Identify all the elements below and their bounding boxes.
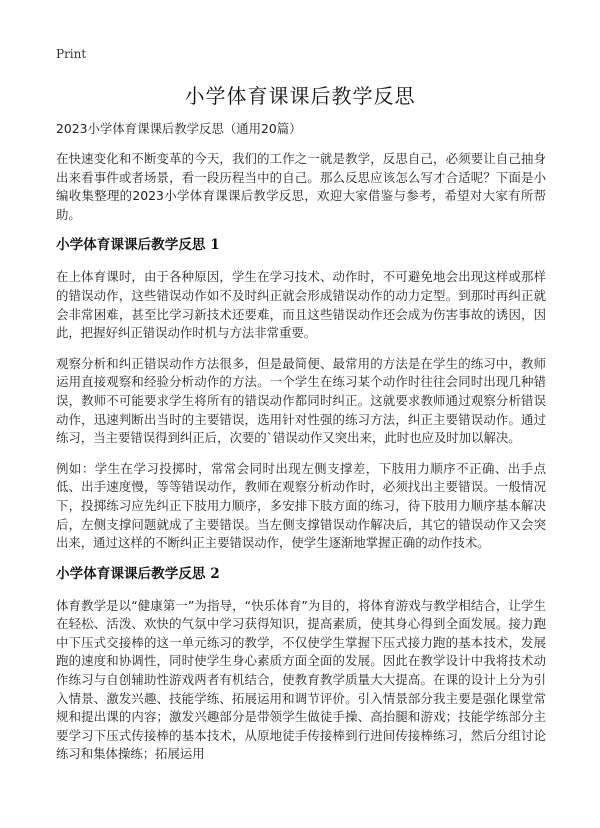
- section-1-paragraph: 观察分析和纠正错误动作方法很多，但是最简便、最常用的方法是在学生的练习中，教师运用直接观察和经验分析动作的方法。一个学生在练习某个动作时往往会同时出现几种错误，教师不可能要求学生将所有的错误动作都同时纠正。这就要求教师通过观察分析错误动作，迅速判断出当时的主要错误，选用针对性强的练习方法，纠正主要错误动作。通过练习，当主要错误得到纠正后，次要的`错误动作又突出来，此时也应及时加以解决。: [56, 355, 546, 446]
- section-1-heading: 小学体育课课后教学反思 1: [56, 237, 220, 254]
- page-title: 小学体育课课后教学反思: [184, 84, 416, 108]
- section-2-paragraph: 体育教学是以“健康第一”为指导，“快乐体育”为目的，将体育游戏与教学相结合，让学生在轻松、活泼、欢快的气氛中学习获得知识，提高素质，使其身心得到全面发展。接力跑中下压式交接棒的这一单元练习的教学，不仅使学生掌握下压式接力跑的基本技术，发展跑的速度和协调性，同时使学生身心素质方面全面的发展。因此在教学设计中我将技术动作练习与自创辅助性游戏两者有机结合，使教育教学质量大大提高。在课的设计上分为引入情景、激发兴趣、技能学练、拓展运用和调节评价。引入情景部分我主要是强化课堂常规和提出课的内容；激发兴趣部分是带领学生做徒手操、高抬腿和游戏；技能学练部分主要学习下压式传接棒的基本技术，从原地徒手传接棒到行进间传接棒练习，然后分组讨论练习和集体操练；拓展运用: [56, 597, 546, 762]
- article-body: [56, 120, 546, 776]
- intro-paragraph: 在快速变化和不断变革的今天，我们的工作之一就是教学，反思自己，必须要让自己抽身出来看事件或者场景，看一段历程当中的自己。那么反思应该怎么写才合适呢？下面是小编收集整理的2023小学体育课课后教学反思，欢迎大家借鉴与参考，希望对大家有所帮助。: [56, 151, 546, 222]
- print-link[interactable]: Print: [56, 47, 87, 61]
- section-1-paragraph: 例如：学生在学习投掷时，常常会同时出现左侧支撑差，下肢用力顺序不正确、出手点低、出手速度慢，等等错误动作，教师在观察分析动作时，必须找出主要错误。一般情况下，投掷练习应先纠正下肢用力顺序，多安排下肢方面的练习，待下肢用力顺序基本解决后，左侧支撑问题就成了主要错误。当左侧支撑错误动作解决后，其它的错误动作又会突出来，通过这样的不断纠正主要错误动作，使学生逐渐地掌握正确的动作技术。: [56, 460, 546, 551]
- section-2-heading: 小学体育课课后教学反思 2: [56, 565, 220, 582]
- article-subtitle: 2023小学体育课课后教学反思（通用20篇）: [56, 121, 302, 136]
- section-1-paragraph: 在上体育课时，由于各种原因，学生在学习技术、动作时，不可避免地会出现这样或那样的错误动作，这些错误动作如不及时纠正就会形成错误动作的动力定型。到那时再纠正就会非常困难，甚至比学习新技术还要难，而且这些错误动作还会成为伤害事故的诱因，因此，把握好纠正错误动作时机与方法非常重要。: [56, 269, 546, 341]
